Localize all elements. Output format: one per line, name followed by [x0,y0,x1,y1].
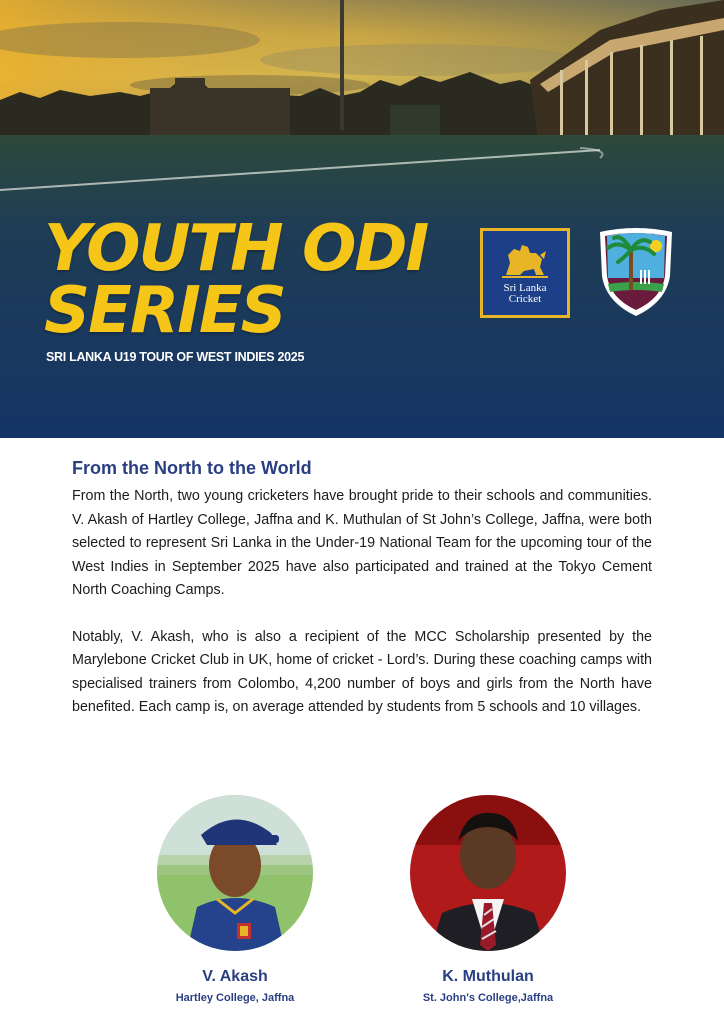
lion-icon [500,241,550,281]
hero-title-line-1: YOUTH ODI [44,212,428,286]
player-school: Hartley College, Jaffna [175,992,295,1004]
article-heading: From the North to the World [72,458,312,478]
article [72,458,652,720]
sri-lanka-cricket-logo [480,228,570,318]
logo-text-line-2: Cricket [508,293,542,305]
player-school: St. John's College,Jaffna [422,992,554,1004]
west-indies-cricket-crest-icon [596,226,676,318]
player-photo-muthulan [410,795,566,951]
hero-banner [0,0,724,438]
player-card-muthulan [388,795,588,1004]
player-name: K. Muthulan [442,968,534,985]
article-paragraph-2: Notably, V. Akash, who is also a recipient of the MCC Scholarship presented by the Marylebone Cricket Club in UK, home of cricket - Lord’s. During these coaching camps with specialised trainers from Colombo, 4,200 number of boys and girls from the North have benefited. Each camp is, on average attended by students from 5 schools and 10 villages. [72,628,652,715]
hero-title-line-2: SERIES [44,274,285,348]
player-photo-akash [157,795,313,951]
player-card-akash [135,795,335,1004]
logo-text-line-1: Sri Lanka [503,282,547,294]
hero-title [44,212,428,348]
hero-subtitle: SRI LANKA U19 TOUR OF WEST INDIES 2025 [46,350,305,364]
player-name: V. Akash [202,968,268,985]
article-paragraph-1: From the North, two young cricketers have brought pride to their schools and communities. V. Akash of Hartley College, Jaffna and K. Muthulan of St John’s College, Jaffna, were both selected to represent Sri Lanka in the Under-19 National Team for the upcoming tour of the West Indies in September 2025 have also participated and trained at the Tokyo Cement North Coaching Camps. [72,488,652,598]
